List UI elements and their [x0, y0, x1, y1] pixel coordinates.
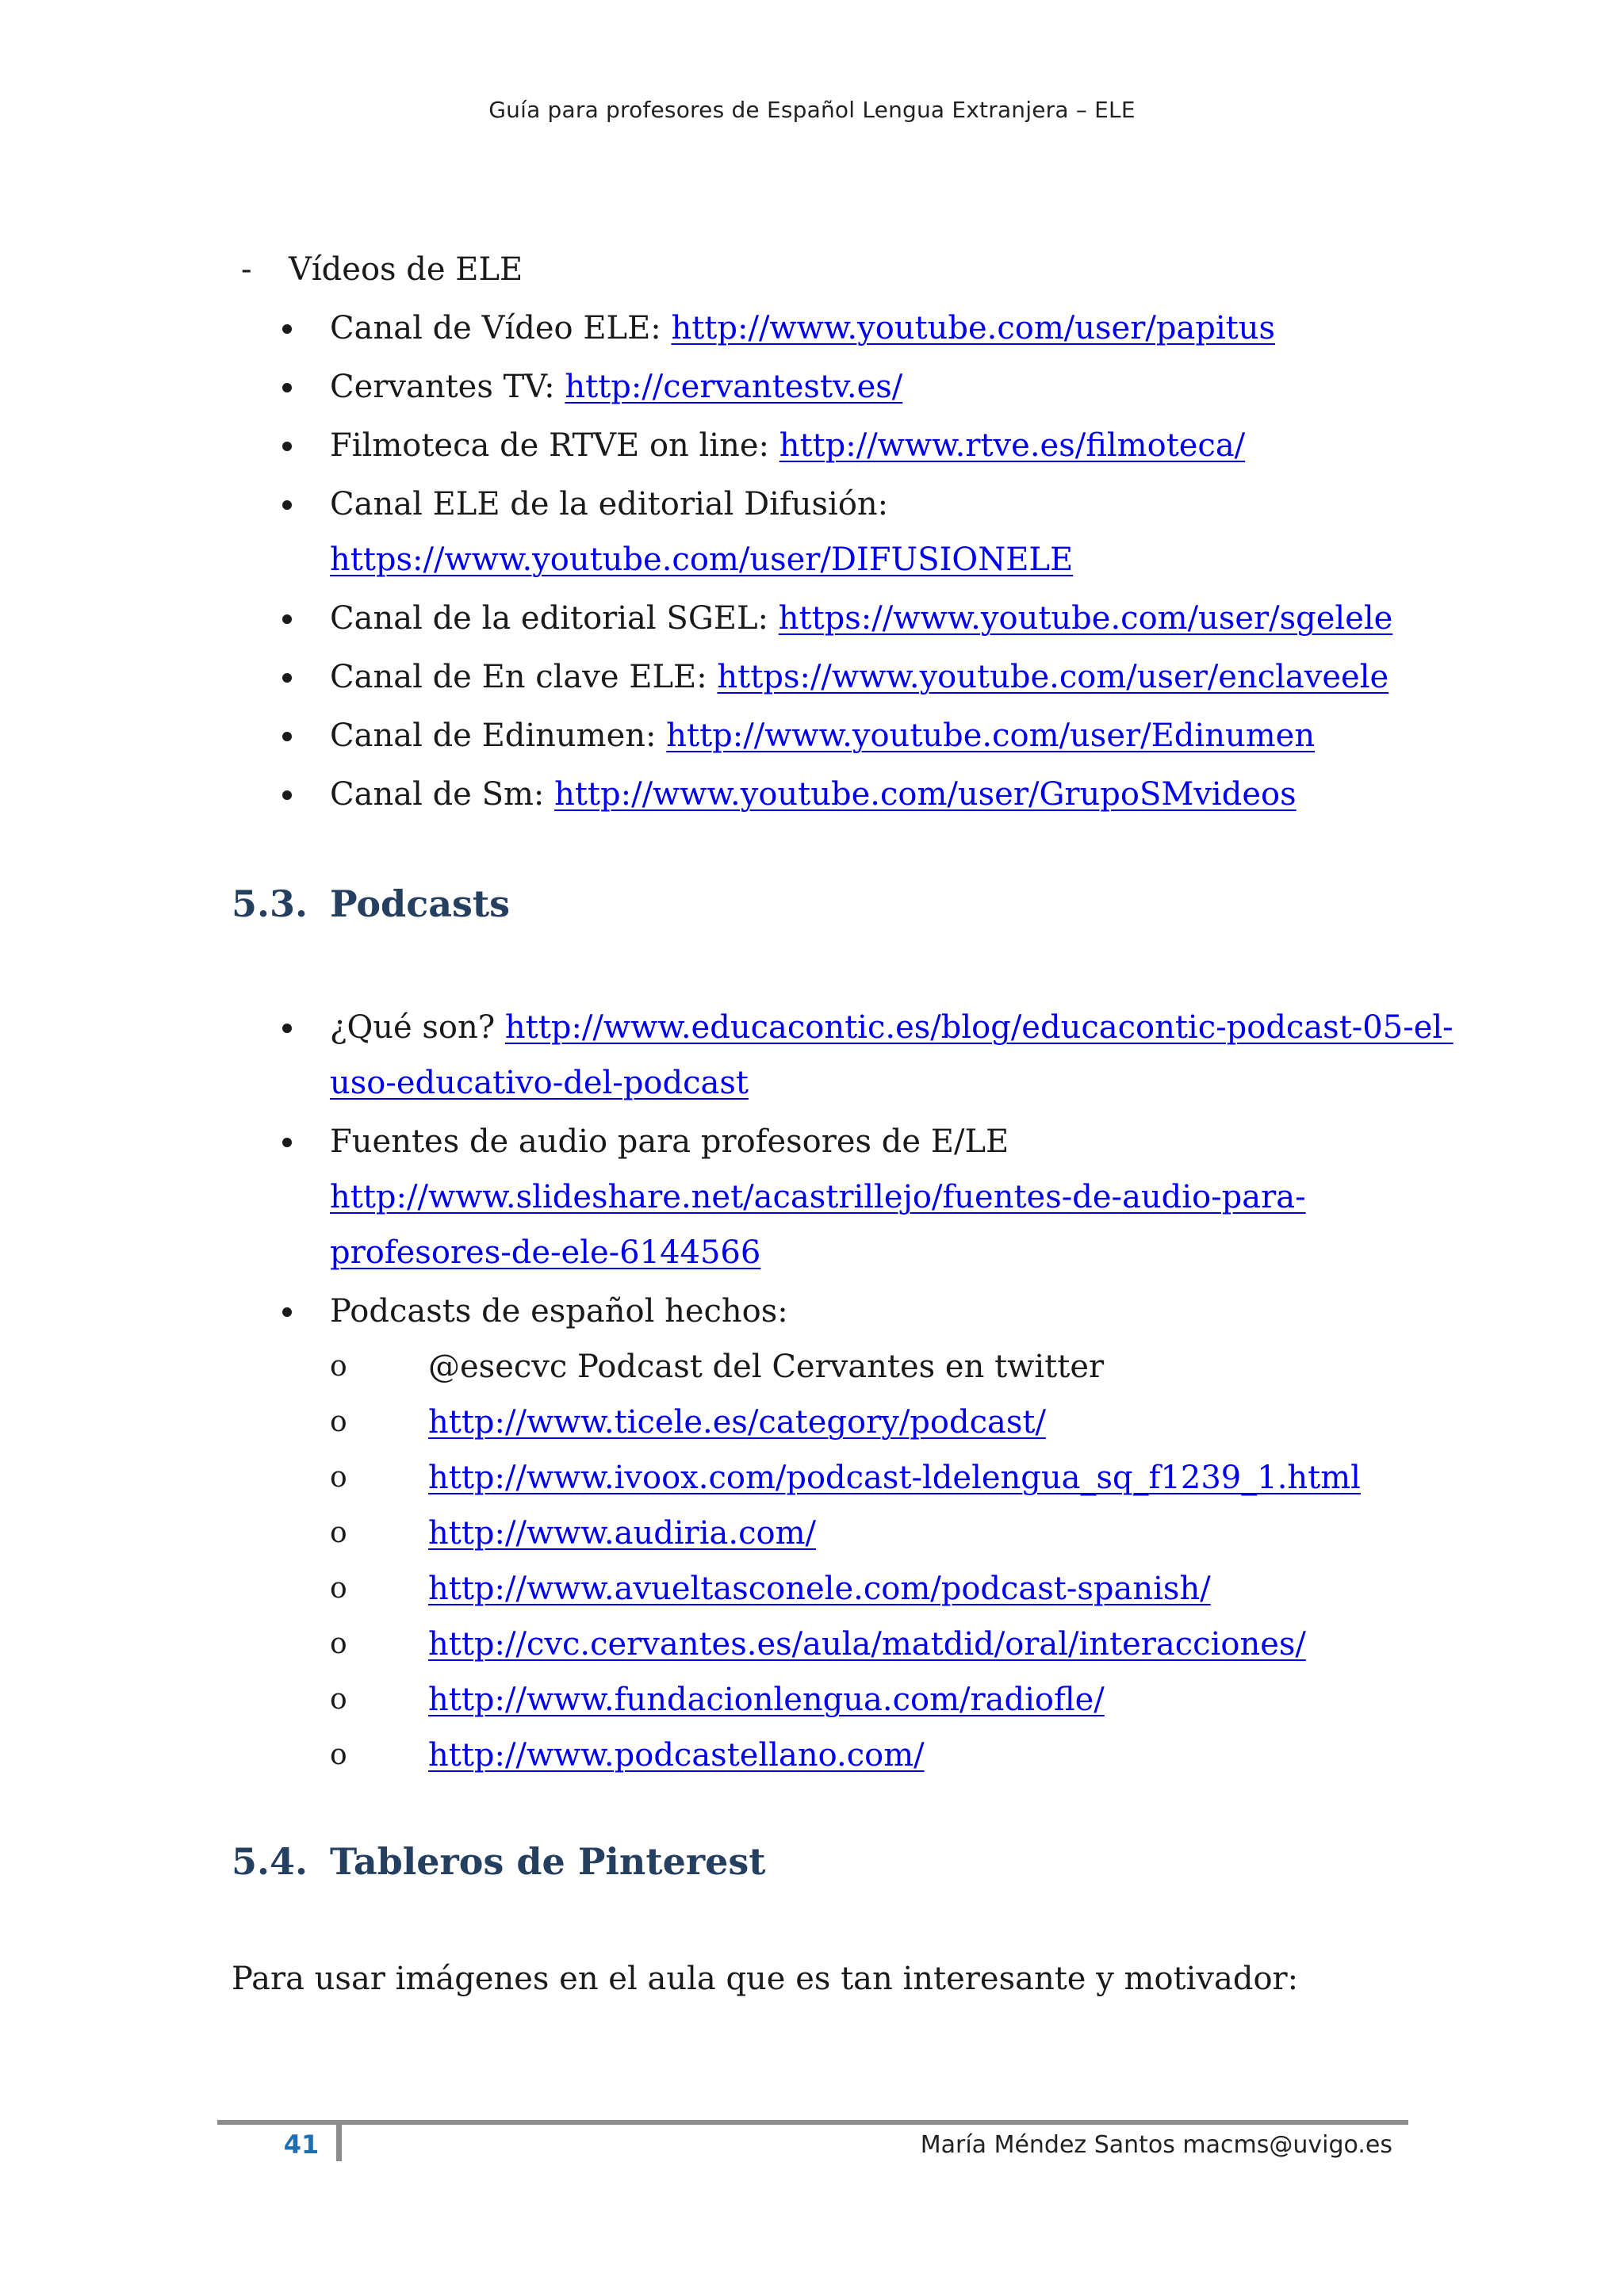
circle-bullet-icon: o	[330, 1517, 347, 1549]
item-label: Canal de la editorial SGEL:	[330, 600, 779, 637]
sublist-link[interactable]: http://www.fundacionlengua.com/radiofle/	[428, 1682, 1105, 1718]
podcasts-list	[232, 1000, 1454, 1783]
list-item	[232, 1000, 1454, 1111]
section-title: Podcasts	[330, 882, 511, 925]
item-link[interactable]: https://www.youtube.com/user/DIFUSIONELE	[330, 541, 1074, 578]
item-label: Canal ELE de la editorial Difusión:	[330, 486, 889, 522]
videos-heading: Vídeos de ELE	[289, 251, 523, 288]
sublist-link[interactable]: http://www.ticele.es/category/podcast/	[428, 1404, 1046, 1441]
circle-bullet-icon: o	[330, 1461, 347, 1494]
podcasts-sublist	[330, 1339, 1421, 1783]
bullet-icon	[282, 614, 292, 624]
circle-bullet-icon: o	[330, 1739, 347, 1771]
bullet-icon	[282, 732, 292, 741]
item-link-continued[interactable]: uso-educativo-del-podcast	[330, 1065, 749, 1101]
sublist-item	[330, 1617, 1421, 1672]
page-content	[232, 242, 1454, 2007]
section-heading-pinterest	[232, 1834, 1421, 1889]
item-link[interactable]: https://www.youtube.com/user/sgelele	[778, 600, 1393, 637]
list-item	[232, 649, 1421, 705]
item-label: Podcasts de español hechos:	[330, 1293, 788, 1330]
circle-bullet-icon: o	[330, 1628, 347, 1660]
bullet-icon	[282, 383, 292, 392]
bullet-icon	[282, 442, 292, 451]
sublist-link[interactable]: http://www.avueltasconele.com/podcast-spanish/	[428, 1571, 1211, 1607]
section-title: Tableros de Pinterest	[330, 1840, 766, 1883]
circle-bullet-icon: o	[330, 1572, 347, 1605]
list-item	[232, 708, 1421, 763]
list-item	[232, 591, 1421, 646]
videos-list	[232, 300, 1421, 822]
sublist-link[interactable]: http://www.audiria.com/	[428, 1515, 817, 1552]
item-label: Filmoteca de RTVE on line:	[330, 427, 779, 464]
footer-rule	[217, 2120, 1408, 2125]
item-link[interactable]: http://www.youtube.com/user/papitus	[671, 310, 1276, 346]
item-link[interactable]: http://www.youtube.com/user/GrupoSMvideos	[554, 776, 1297, 813]
section-heading-podcasts	[232, 876, 1421, 932]
dash-marker: -	[241, 251, 252, 288]
sublist-link[interactable]: http://www.ivoox.com/podcast-ldelengua_sq_f1239_1.html	[428, 1460, 1361, 1496]
page-number: 41	[283, 2130, 320, 2160]
bullet-icon	[282, 673, 292, 683]
pinterest-paragraph: Para usar imágenes en el aula que es tan interesante y motivador:	[232, 1961, 1299, 1997]
item-label: Canal de Edinumen:	[330, 718, 667, 754]
bullet-icon	[282, 324, 292, 334]
item-label: Canal de Vídeo ELE:	[330, 310, 672, 346]
sublist-item	[330, 1339, 1421, 1395]
item-link[interactable]: http://www.youtube.com/user/Edinumen	[666, 718, 1316, 754]
list-item	[232, 1284, 1421, 1783]
circle-bullet-icon: o	[330, 1683, 347, 1716]
running-header: Guía para profesores de Español Lengua Extranjera – ELE	[488, 97, 1136, 123]
list-item	[232, 300, 1421, 356]
item-label: Canal de Sm:	[330, 776, 555, 813]
list-item	[232, 767, 1421, 822]
circle-bullet-icon: o	[330, 1406, 347, 1438]
item-link[interactable]: http://www.slideshare.net/acastrillejo/fuentes-de-audio-para-	[330, 1179, 1306, 1215]
bullet-icon	[282, 1024, 292, 1033]
sublist-item	[330, 1506, 1421, 1561]
sublist-link[interactable]: http://cvc.cervantes.es/aula/matdid/oral/interacciones/	[428, 1626, 1306, 1663]
bullet-icon	[282, 500, 292, 510]
sublist-item	[330, 1395, 1421, 1450]
item-label: ¿Qué son?	[330, 1009, 505, 1046]
list-item	[232, 476, 1421, 587]
sublist-text: @esecvc Podcast del Cervantes en twitter	[428, 1349, 1105, 1385]
footer-divider	[336, 2120, 342, 2161]
item-label: Fuentes de audio para profesores de E/LE	[330, 1123, 1009, 1160]
item-label: Cervantes TV:	[330, 369, 565, 405]
footer-author: María Méndez Santos macms@uvigo.es	[920, 2131, 1392, 2159]
sublist-link[interactable]: http://www.podcastellano.com/	[428, 1737, 925, 1774]
list-item	[232, 1114, 1421, 1280]
bullet-icon	[282, 1138, 292, 1147]
sublist-item	[330, 1450, 1421, 1506]
videos-heading-item	[232, 242, 1421, 297]
circle-bullet-icon: o	[330, 1350, 347, 1383]
item-link[interactable]: http://www.rtve.es/filmoteca/	[779, 427, 1246, 464]
bullet-icon	[282, 1307, 292, 1317]
list-item	[232, 359, 1421, 415]
item-link-continued[interactable]: profesores-de-ele-6144566	[330, 1234, 761, 1271]
sublist-item	[330, 1672, 1421, 1728]
item-link[interactable]: http://www.educacontic.es/blog/educacontic-podcast-05-el-	[504, 1009, 1454, 1046]
section-number: 5.3.	[232, 882, 308, 925]
item-link[interactable]: http://cervantestv.es/	[565, 369, 903, 405]
item-link[interactable]: https://www.youtube.com/user/enclaveele	[717, 659, 1389, 695]
list-item	[232, 418, 1421, 473]
sublist-item	[330, 1728, 1421, 1783]
section-number: 5.4.	[232, 1840, 308, 1883]
bullet-icon	[282, 790, 292, 800]
item-label: Canal de En clave ELE:	[330, 659, 718, 695]
sublist-item	[330, 1561, 1421, 1617]
